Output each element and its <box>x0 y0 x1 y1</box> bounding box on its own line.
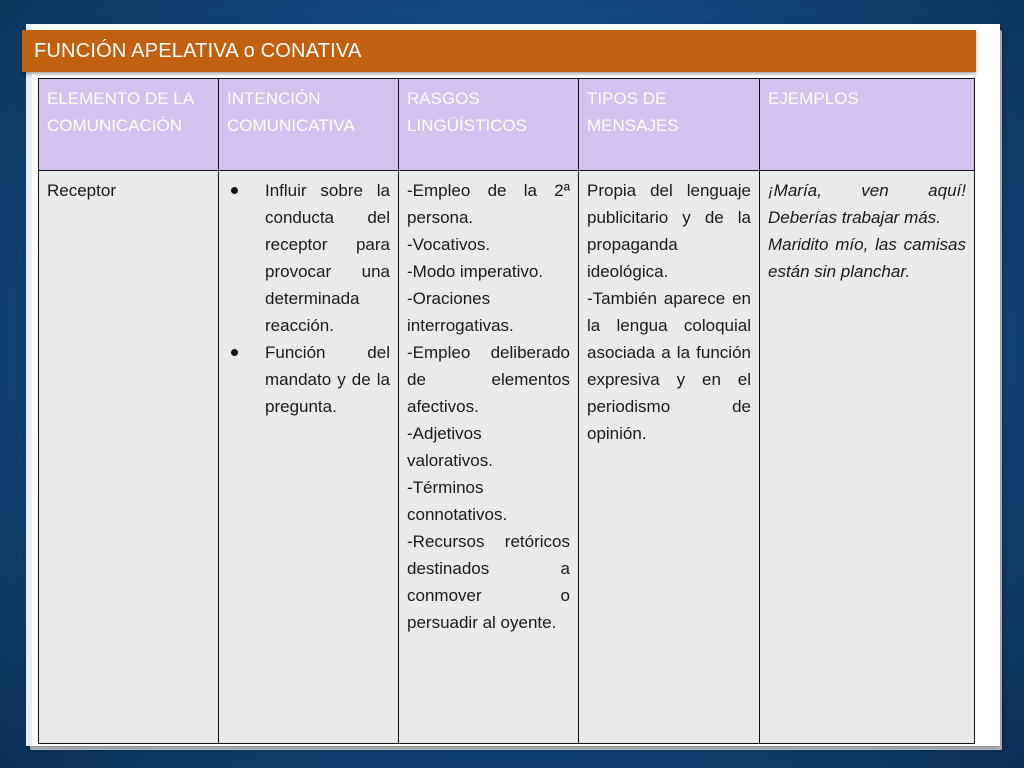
ejemplo-item: Maridito mío, las camisas están sin planchar. <box>768 235 966 281</box>
header-rasgos: RASGOS LINGÜÍSTICOS <box>399 79 579 171</box>
intencion-item: Influir sobre la conducta del receptor para provocar una determinada reacción. <box>265 181 390 335</box>
rasgo-item: -Empleo de la 2ª persona. <box>407 181 570 227</box>
cell-tipos <box>579 171 760 744</box>
rasgo-item: -Empleo deliberado de elementos afectivos. <box>407 343 570 416</box>
table-container <box>38 78 974 744</box>
intencion-list <box>227 177 390 420</box>
rasgo-item: -Recursos retóricos destinados a conmover o persuadir al oyente. <box>407 532 570 632</box>
intencion-item: Función del mandato y de la pregunta. <box>265 343 390 416</box>
tipo-item: -También aparece en la lengua coloquial asociada a la función expresiva y en el periodismo de opinión. <box>587 289 751 443</box>
rasgo-item: -Vocativos. <box>407 235 491 254</box>
list-item <box>227 177 390 339</box>
table-header-row <box>39 79 975 171</box>
rasgo-item: -Adjetivos valorativos. <box>407 424 493 470</box>
slide-accent-strip <box>26 24 32 746</box>
title-bar <box>22 30 976 72</box>
rasgo-item: -Modo imperativo. <box>407 262 544 281</box>
header-elemento: ELEMENTO DE LA COMUNICACIÓN <box>39 79 219 171</box>
table-row <box>39 171 975 744</box>
rasgo-item: -Oraciones interrogativas. <box>407 289 514 335</box>
cell-ejemplos <box>760 171 975 744</box>
functions-table <box>38 78 975 744</box>
ejemplo-item: ¡María, ven aquí! Deberías trabajar más. <box>768 181 966 227</box>
tipo-item: Propia del lenguaje publicitario y de la propaganda ideológica. <box>587 181 751 281</box>
list-item <box>227 339 390 420</box>
cell-rasgos <box>399 171 579 744</box>
header-ejemplos: EJEMPLOS <box>760 79 975 171</box>
header-intencion: INTENCIÓN COMUNICATIVA <box>219 79 399 171</box>
cell-elemento <box>39 171 219 744</box>
slide-title: FUNCIÓN APELATIVA o CONATIVA <box>34 39 362 62</box>
elemento-value: Receptor <box>47 181 116 200</box>
bullet-icon <box>231 187 238 194</box>
rasgo-item: -Términos connotativos. <box>407 478 508 524</box>
cell-intencion <box>219 171 399 744</box>
bullet-icon <box>231 349 238 356</box>
header-tipos: TIPOS DE MENSAJES <box>579 79 760 171</box>
